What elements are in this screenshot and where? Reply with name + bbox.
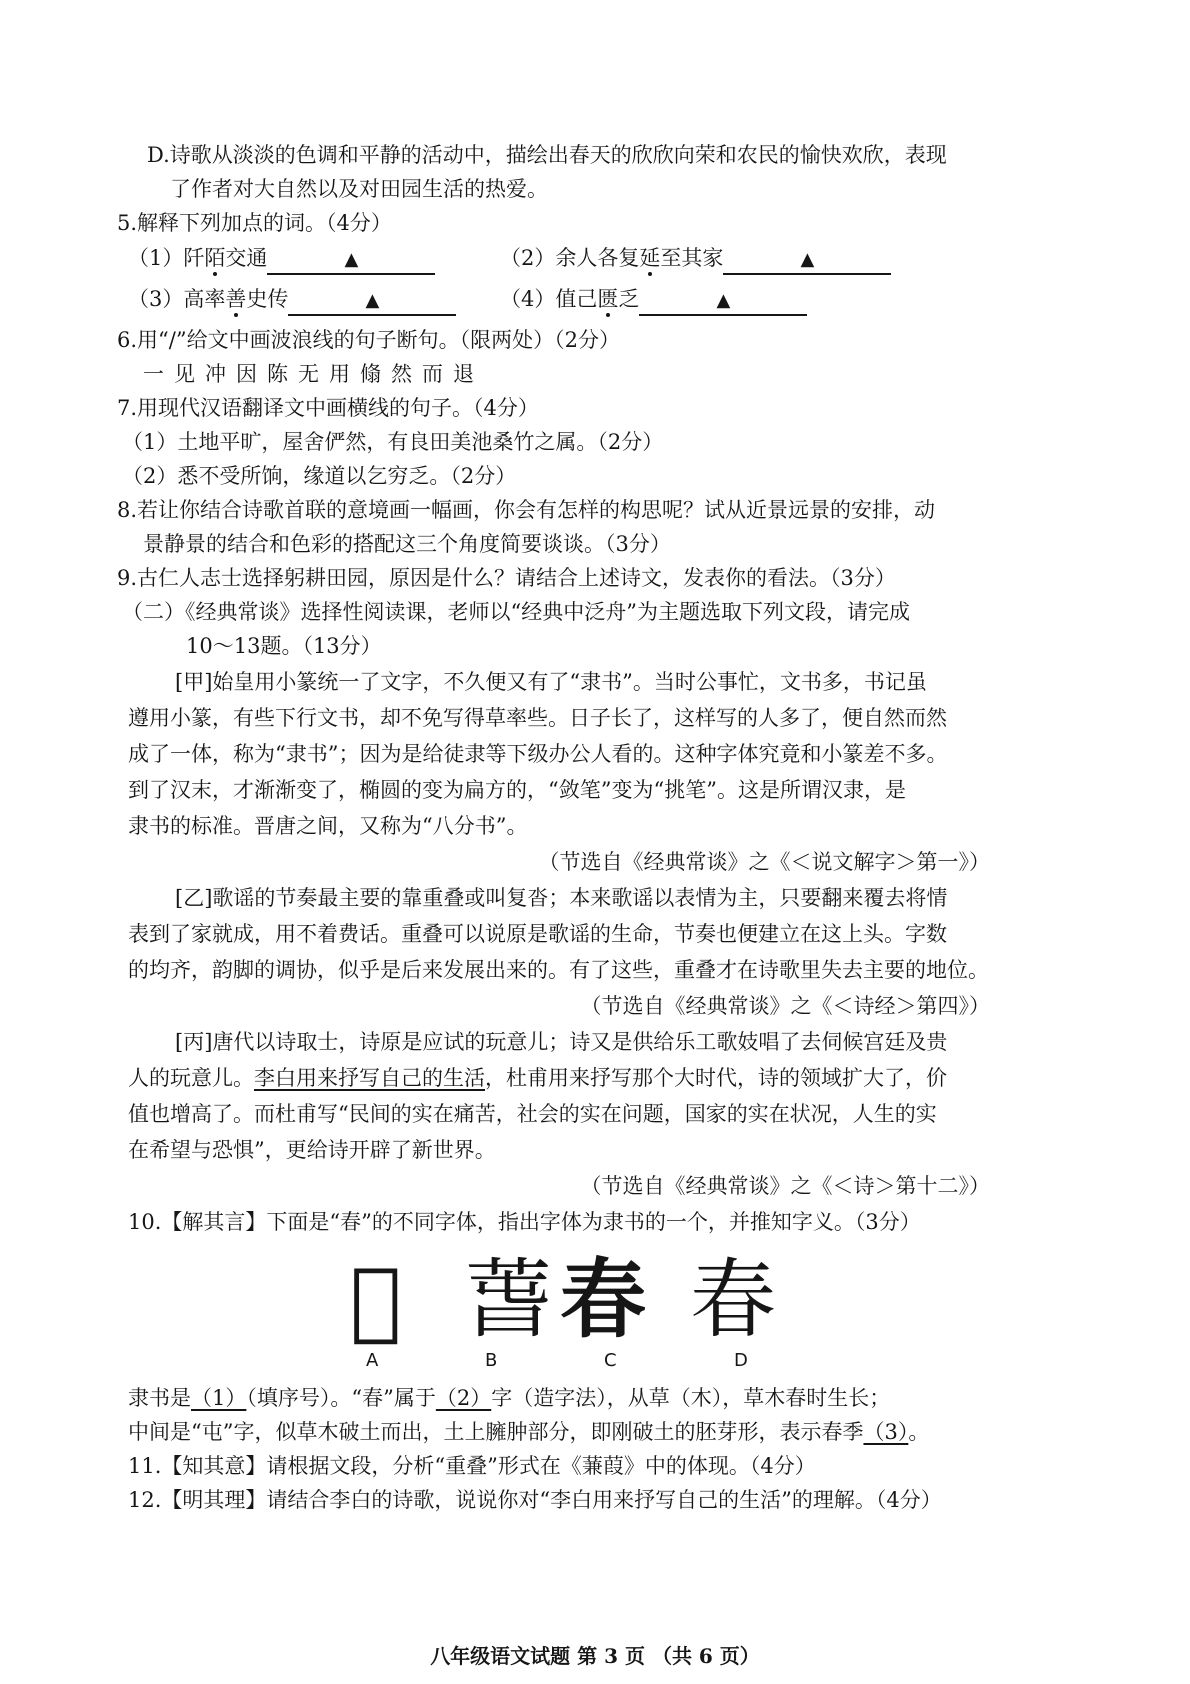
answer-blank[interactable]: ▲ [288,288,456,316]
q6-sentence: 一见冲因陈无用翛然而退 [143,362,484,386]
passage-jia-source: （节选自《经典常谈》之《＜说文解字＞第一》） [538,850,990,874]
q5-item-3: （3）高率善史传 ▲ [128,284,456,316]
passage-bing-line3: 值也增高了。而杜甫写“民间的实在痛苦，社会的实在问题，国家的实在状况，人生的实 [128,1102,937,1126]
q7-item-2: （2）悉不受所饷，缘道以乞穷乏。（2分） [122,464,517,488]
passage-jia-line2: 遵用小篆，有些下行文书，却不免写得草率些。日子长了，这样写的人多了，便自然而然 [128,706,947,730]
part2-heading-line1: （二）《经典常谈》选择性阅读课，老师以“经典中泛舟”为主题选取下列文段，请完成 [122,600,910,624]
answer-blank[interactable]: ▲ [267,247,435,275]
q11-stem: 11.【知其意】请根据文段，分析“重叠”形式在《蒹葭》中的体现。（4分） [128,1454,816,1478]
answer-blank[interactable]: ▲ [723,247,891,275]
answer-blank-1[interactable]: （1） [191,1386,247,1410]
passage-jia-line5: 隶书的标准。晋唐之间，又称为“八分书”。 [128,814,528,838]
glyph-label-a: A [366,1350,379,1371]
passage-yi-line3: 的均齐，韵脚的调协，似乎是后来发展出来的。有了这些，重叠才在诗歌里失去主要的地位。 [128,958,989,982]
q6-stem: 6.用“/”给文中画波浪线的句子断句。（限两处）（2分） [117,328,620,352]
q9-stem: 9.古仁人志士选择躬耕田园，原因是什么？请结合上述诗文，发表你的看法。（3分） [117,566,896,590]
passage-jia-line1: [甲]始皇用小篆统一了文字，不久便又有了“隶书”。当时公事忙，文书多，书记虽 [175,670,927,694]
glyph-a: 𣆀 [350,1250,402,1350]
q8-line1: 8.若让你结合诗歌首联的意境画一幅画，你会有怎样的构思呢？试从近景远景的安排，动 [117,498,936,522]
glyph-c: 春 [560,1249,646,1350]
glyph-b: 萅 [465,1250,551,1350]
q7-stem: 7.用现代汉语翻译文中画横线的句子。（4分） [117,396,539,420]
passage-yi-line2: 表到了家就成，用不着费话。重叠可以说原是歌谣的生命，节奏也便建立在这上头。字数 [128,922,947,946]
underlined-sentence: 李白用来抒写自己的生活 [254,1066,485,1090]
passage-bing-line1: [丙]唐代以诗取士，诗原是应试的玩意儿；诗又是供给乐工歌妓唱了去伺候宫廷及贵 [175,1030,948,1054]
q10-answer-line1: 隶书是（1）（填序号）。“春”属于（2）字（造字法），从草（木），草木春时生长； [128,1386,891,1410]
q8-line2: 景静景的结合和色彩的搭配这三个角度简要谈谈。（3分） [143,532,671,556]
passage-yi-source: （节选自《经典常谈》之《＜诗经＞第四》） [580,994,990,1018]
q7-item-1: （1）土地平旷，屋舍俨然，有良田美池桑竹之属。（2分） [122,430,664,454]
passage-bing-line4: 在希望与恐惧”，更给诗开辟了新世界。 [128,1138,496,1162]
option-d-line1: D.诗歌从淡淡的色调和平静的活动中，描绘出春天的欣欣向荣和农民的愉快欢欣，表现 [147,143,947,167]
q10-answer-line2: 中间是“屯”字，似草木破土而出，土上臃肿部分，即刚破土的胚芽形，表示春季（3）。 [128,1420,930,1444]
glyph-label-b: B [485,1350,498,1371]
answer-blank-2[interactable]: （2） [435,1386,492,1410]
passage-bing-source: （节选自《经典常谈》之《＜诗＞第十二》） [580,1174,990,1198]
passage-yi-line1: [乙]歌谣的节奏最主要的靠重叠或叫复沓；本来歌谣以表情为主，只要翻来覆去将情 [175,886,948,910]
q5-item-4: （4）值己匮乏 ▲ [500,284,807,316]
answer-blank-3[interactable]: （3） [863,1420,909,1444]
glyph-label-d: D [734,1350,748,1371]
q5-item-1: （1）阡陌交通 ▲ [128,243,435,275]
passage-jia-line4: 到了汉末，才渐渐变了，椭圆的变为扁方的，“敛笔”变为“挑笔”。这是所谓汉隶，是 [128,778,906,802]
glyph-d: 春 [690,1250,776,1350]
option-d-line2: 了作者对大自然以及对田园生活的热爱。 [170,177,548,201]
glyph-label-c: C [604,1350,617,1371]
part2-heading-line2: 10～13题。（13分） [186,634,382,658]
q12-stem: 12.【明其理】请结合李白的诗歌，说说你对“李白用来抒写自己的生活”的理解。（4分） [128,1488,942,1512]
q5-stem: 5.解释下列加点的词。（4分） [117,211,392,235]
q5-item-2: （2）余人各复延至其家 ▲ [500,243,891,275]
passage-bing-line2: 人的玩意儿。李白用来抒写自己的生活，杜甫用来抒写那个大时代，诗的领域扩大了，价 [128,1066,947,1090]
answer-blank[interactable]: ▲ [639,288,807,316]
q10-stem: 10.【解其言】下面是“春”的不同字体，指出字体为隶书的一个，并推知字义。（3分） [128,1210,921,1234]
page-footer: 八年级语文试题 第 3 页 （共 6 页） [430,1644,760,1668]
passage-jia-line3: 成了一体，称为“隶书”；因为是给徒隶等下级办公人看的。这种字体究竟和小篆差不多。 [128,742,948,766]
